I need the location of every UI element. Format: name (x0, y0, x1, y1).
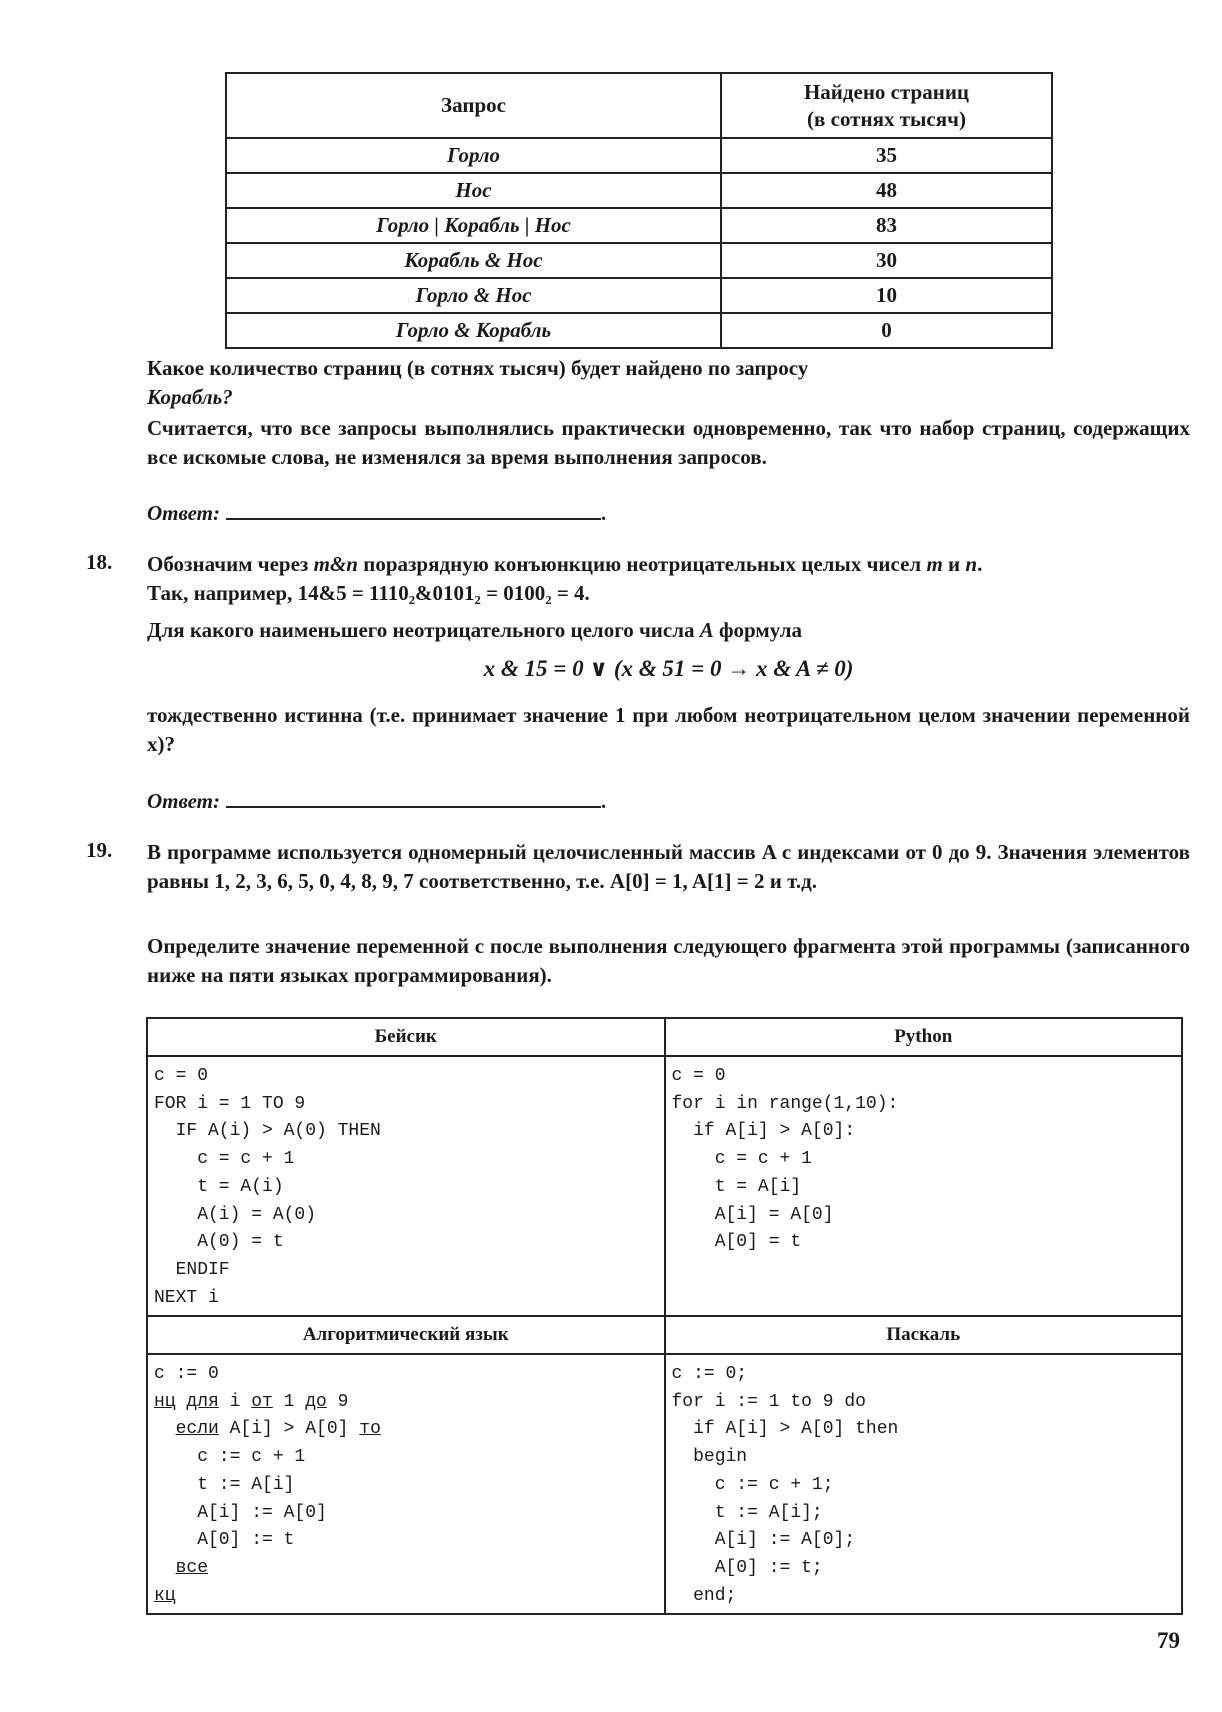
pages-cell: 48 (721, 173, 1052, 208)
algo-title: Алгоритмический язык (147, 1316, 665, 1354)
query-cell: Горло (226, 138, 721, 173)
code-line: A[0] := t; (671, 1557, 823, 1578)
pages-cell: 83 (721, 208, 1052, 243)
task18-number: 18. (86, 550, 113, 574)
code-line (154, 1555, 658, 1583)
task17-note: Считается, что все запросы выполнялись практически одновременно, так что набор страниц, содержащих все искомые слова, не изменялся за время выполнения запросов. (147, 416, 1190, 469)
pages-cell: 30 (721, 243, 1052, 278)
code-line: for i := 1 to 9 do (671, 1391, 866, 1412)
query-cell: Горло & Нос (226, 278, 721, 313)
code-line: A(i) = A(0) (154, 1204, 317, 1225)
pages-cell: 35 (721, 138, 1052, 173)
answer-field[interactable] (226, 784, 601, 808)
code-line: if A[i] > A[0]: (671, 1121, 856, 1142)
code-line (154, 1472, 658, 1500)
code-line: IF A(i) > A(0) THEN (154, 1121, 381, 1142)
code-line: ENDIF (154, 1259, 230, 1280)
code-line: for i in range(1,10): (671, 1093, 899, 1114)
code-text: t := A[i] (154, 1474, 295, 1495)
header-pages-line2: (в сотнях тысяч) (807, 106, 966, 131)
basic-code (148, 1057, 664, 1315)
code-line: end; (671, 1585, 737, 1606)
header-pages (721, 73, 1052, 138)
task19-para1: В программе используется одномерный целочисленный массив A с индексами от 0 до 9. Значения элементов равны 1, 2, 3, 6, 5, 0, 4, 8, 9, 7 соответственно, т.е. A[0] = 1, A[1] = 2 и т.д. (147, 840, 1190, 893)
code-line: A[i] := A[0]; (671, 1530, 856, 1551)
task17-answer: Ответ: . (147, 496, 1190, 528)
keyword: до (305, 1391, 327, 1412)
code-line: c = 0 (671, 1066, 726, 1086)
code-line: t := A[i]; (671, 1502, 823, 1523)
keyword: для (186, 1391, 219, 1412)
code-text (176, 1392, 187, 1412)
code-line (154, 1444, 658, 1472)
table-row (226, 243, 1052, 278)
query-cell: Горло & Корабль (226, 313, 721, 348)
code-line: if A[i] > A[0] then (671, 1419, 899, 1440)
answer-field[interactable] (226, 496, 601, 520)
algo-code (148, 1355, 664, 1613)
code-line: A(0) = t (154, 1232, 284, 1253)
python-code (666, 1057, 1182, 1315)
query-cell: Корабль & Нос (226, 243, 721, 278)
pages-cell: 0 (721, 313, 1052, 348)
code-text: A[0] := t (154, 1530, 295, 1551)
header-query: Запрос (226, 73, 721, 138)
query-table (225, 72, 1053, 349)
task17-question-text: Какое количество страниц (в сотнях тысяч) будет найдено по запросу (147, 356, 809, 380)
code-text: 9 (326, 1391, 349, 1412)
code-line (154, 1361, 658, 1389)
pascal-title: Паскаль (665, 1316, 1183, 1354)
keyword: нц (154, 1391, 176, 1412)
code-line: c = c + 1 (671, 1149, 812, 1170)
code-line (154, 1416, 658, 1444)
keyword: от (251, 1391, 273, 1412)
query-cell: Нос (226, 173, 721, 208)
code-line (154, 1527, 658, 1555)
code-line: c := 0; (671, 1364, 748, 1384)
task18-line4: тождественно истинна (т.е. принимает значение 1 при любом неотрицательном целом значении переменной x)? (147, 703, 1190, 756)
table-row (226, 313, 1052, 348)
task17-question (147, 354, 1190, 412)
answer-label: Ответ: (147, 789, 220, 813)
pascal-code (666, 1355, 1182, 1613)
code-line (154, 1389, 658, 1417)
header-pages-line1: Найдено страниц (803, 79, 970, 104)
task18-answer: Ответ: . (147, 784, 1190, 816)
query-cell: Горло | Корабль | Нос (226, 208, 721, 243)
code-table (146, 1017, 1183, 1615)
code-line (154, 1583, 658, 1611)
keyword: если (175, 1419, 219, 1440)
table-row (226, 173, 1052, 208)
code-line: NEXT i (154, 1287, 219, 1308)
table-row (226, 138, 1052, 173)
task18-example: Так, например, 14&5 = 1110₂&0101₂ = 0100₂ = 4. (147, 581, 590, 605)
code-line: t = A[i] (671, 1176, 802, 1197)
task18-line1: Обозначим через m&n поразрядную конъюнкцию неотрицательных целых чисел m и n. (147, 552, 983, 576)
table-row (226, 208, 1052, 243)
code-text (154, 1558, 176, 1578)
code-text: A[i] := A[0] (154, 1502, 327, 1523)
code-line: A[0] = t (671, 1232, 802, 1253)
pages-cell: 10 (721, 278, 1052, 313)
code-text: 1 (272, 1391, 306, 1412)
task18-formula: x & 15 = 0 ∨ (x & 51 = 0 → x & A ≠ 0) (483, 656, 854, 681)
keyword: то (359, 1419, 381, 1440)
code-text: c := c + 1 (154, 1447, 306, 1468)
task19-number: 19. (86, 838, 113, 862)
answer-label: Ответ: (147, 501, 220, 525)
code-text: A[i] > A[0] (218, 1419, 360, 1440)
code-line: FOR i = 1 TO 9 (154, 1093, 306, 1114)
code-line: t = A(i) (154, 1176, 284, 1197)
keyword: все (175, 1557, 209, 1578)
python-title: Python (665, 1018, 1183, 1056)
code-text (154, 1419, 176, 1439)
code-text: i (218, 1391, 252, 1412)
table-row (226, 278, 1052, 313)
code-line: c = 0 (154, 1066, 209, 1086)
task18-line3: Для какого наименьшего неотрицательного целого числа A формула (147, 618, 802, 642)
page-number: 79 (1157, 1628, 1180, 1653)
code-line: A[i] = A[0] (671, 1204, 834, 1225)
code-line: c := c + 1; (671, 1474, 834, 1495)
code-line: c = c + 1 (154, 1149, 295, 1170)
code-text: c := 0 (154, 1364, 219, 1384)
code-line: begin (671, 1447, 748, 1468)
task17-question-word: Корабль? (147, 385, 233, 409)
code-line (154, 1500, 658, 1528)
keyword: кц (154, 1585, 176, 1606)
basic-title: Бейсик (147, 1018, 665, 1056)
task19-para2: Определите значение переменной c после выполнения следующего фрагмента этой программы (записанного ниже на пяти языках программирования). (147, 934, 1190, 987)
